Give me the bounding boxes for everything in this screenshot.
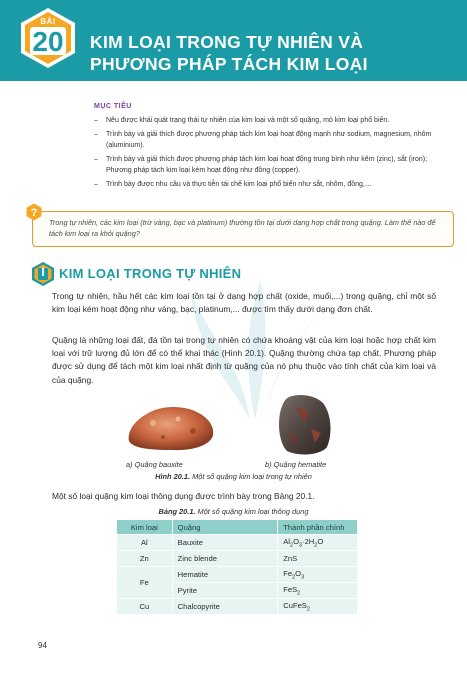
- table-caption: [0, 507, 467, 516]
- table-caption-text: Một số quặng kim loại thông dụng: [195, 507, 309, 516]
- caption-bauxite: a) Quặng bauxite: [126, 460, 183, 469]
- table-row: [117, 599, 358, 615]
- section-number: I: [41, 265, 45, 279]
- table-intro: Một số loại quặng kim loại thông dụng được trình bày trong Bảng 20.1.: [52, 491, 315, 501]
- header-ore: Quặng: [172, 520, 278, 535]
- figure-caption: [0, 472, 467, 481]
- hematite-ore-image: [275, 393, 335, 457]
- title-line-1: KIM LOẠI TRONG TỰ NHIÊN VÀ: [90, 32, 364, 52]
- cell-formula: ZnS: [278, 551, 358, 567]
- cell-metal: Al: [117, 535, 173, 551]
- title-line-2: PHƯƠNG PHÁP TÁCH KIM LOẠI: [90, 54, 368, 74]
- bauxite-ore-image: [123, 401, 219, 453]
- question-text: Trong tự nhiên, các kim loại (trừ vàng, bạc và platinum) thường tồn tại dưới dạng hợp chất trong quặng. Làm thế nào để tách kim loại ra khỏi quặng?: [49, 218, 436, 238]
- section-title: KIM LOẠI TRONG TỰ NHIÊN: [59, 266, 242, 281]
- objective-item: – Trình bày và giải thích được phương pháp tách kim loại hoạt động trung bình như kẽm (zinc), sắt (iron); Phương pháp tách kim loại kém hoạt động như đồng (copper).: [94, 154, 450, 176]
- cell-formula: $Al_2O_3\cdot 2H_2O$: [278, 535, 358, 551]
- page-number: 94: [38, 641, 47, 650]
- ore-table: [116, 519, 358, 615]
- table-row: [117, 551, 358, 567]
- cell-metal: Zn: [117, 551, 173, 567]
- header-composition: Thành phần chính: [278, 520, 358, 535]
- paragraph-2: Quặng là những loại đất, đá tồn tại trong tự nhiên có chứa khoáng vật của kim loại hoặc hợp chất kim loại với trữ lượng đủ lớn để có thể khai thác (Hình 20.1). Quặng thường chứa tạp chất. Phương pháp được sử dụng để tách một kim loại nhất định từ quặng của nó phụ thuộc vào tính chất của kim loại và của quặng.: [52, 335, 436, 385]
- caption-hematite: b) Quặng hematite: [265, 460, 327, 469]
- objective-item: – Trình bày được nhu cầu và thực tiễn tái chế kim loại phổ biến như sắt, nhôm, đồng,…: [94, 179, 450, 190]
- cell-formula: FeS$_2$: [278, 583, 358, 599]
- lesson-word: BÀI: [40, 17, 56, 26]
- objectives-list: [94, 115, 450, 193]
- table-row: [117, 535, 358, 551]
- table-label: Bảng 20.1.: [158, 507, 196, 516]
- question-icon: [25, 203, 43, 221]
- lesson-title: [90, 31, 450, 75]
- cell-ore: Chalcopyrite: [172, 599, 278, 615]
- table-header-row: [117, 520, 358, 535]
- cell-metal: Fe: [117, 567, 173, 599]
- figure-label: Hình 20.1.: [155, 472, 191, 481]
- cell-metal: Cu: [117, 599, 173, 615]
- lesson-badge: [16, 6, 80, 70]
- table-row: [117, 567, 358, 583]
- cell-ore: Bauxite: [172, 535, 278, 551]
- cell-formula: CuFeS$_2$: [278, 599, 358, 615]
- objective-item: – Trình bày và giải thích được phương pháp tách kim loại hoạt động mạnh như sodium, magnesium, nhôm (aluminium).: [94, 129, 450, 151]
- cell-ore: Hematite: [172, 567, 278, 583]
- figure-caption-text: Một số quặng kim loại trong tự nhiên: [190, 472, 312, 481]
- lesson-header: [0, 0, 467, 81]
- paragraph-1: Trong tự nhiên, hầu hết các kim loại tồn tại ở dạng hợp chất (oxide, muối,...) trong quặng, chỉ một số kim loại kém hoạt động như vàng, bạc, platinum,... được tìm thấy dưới dạng đơn chất.: [52, 291, 436, 315]
- cell-ore: Zinc blende: [172, 551, 278, 567]
- cell-formula: $Fe_2O_3$: [278, 567, 358, 583]
- svg-text:?: ?: [30, 207, 38, 219]
- header-metal: Kim loại: [117, 520, 173, 535]
- objective-item: – Nêu được khái quát trạng thái tự nhiên của kim loại và một số quặng, mỏ kim loại phổ biến.: [94, 115, 450, 126]
- cell-ore: Pyrite: [172, 583, 278, 599]
- objectives-heading: MỤC TIÊU: [94, 103, 132, 110]
- lesson-number: 20: [32, 26, 64, 57]
